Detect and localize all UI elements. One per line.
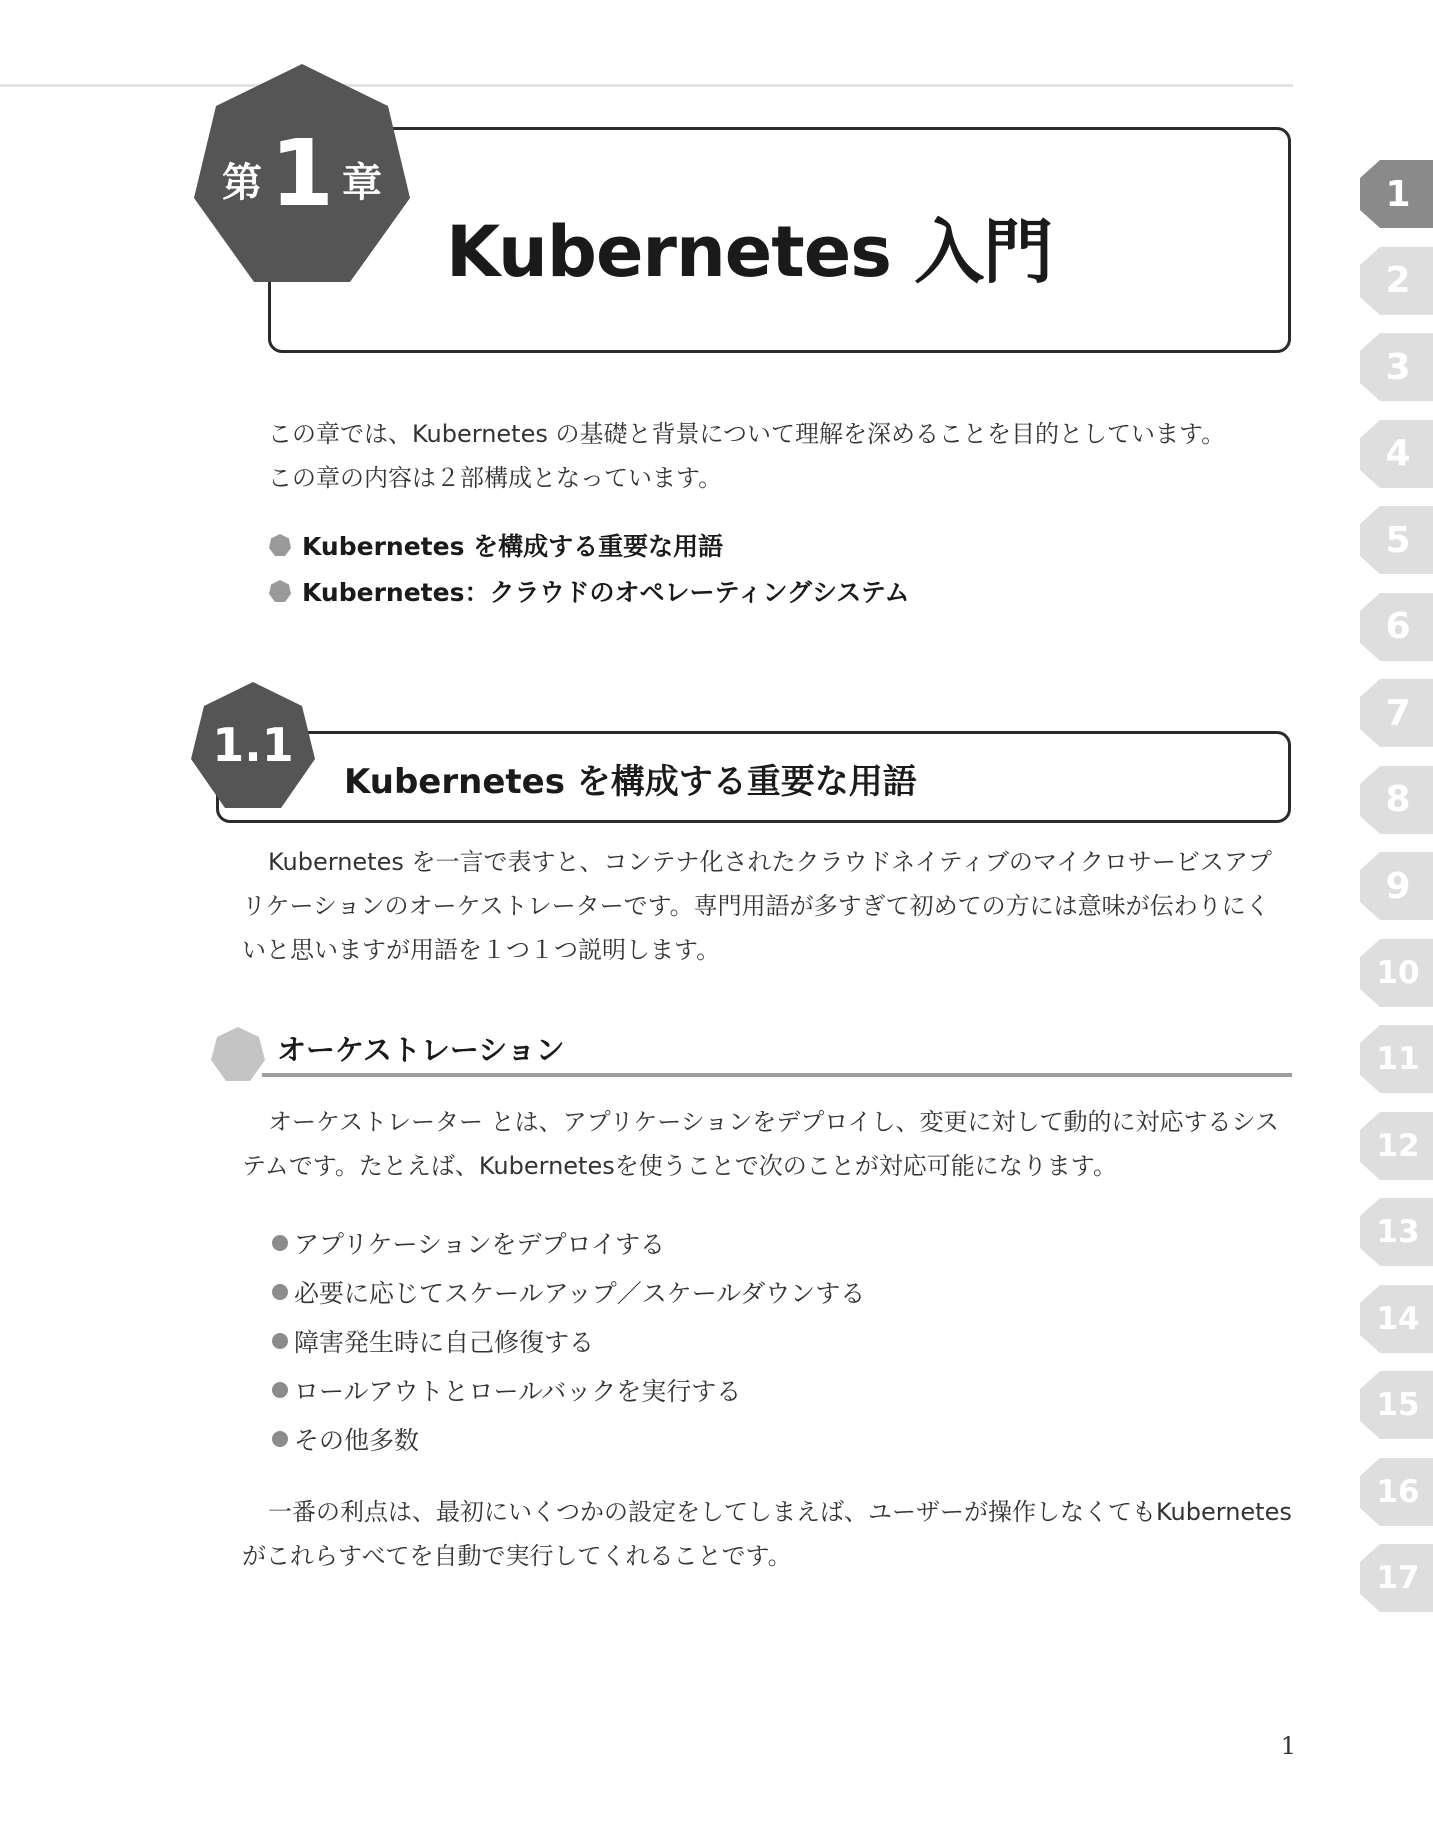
bullet-icon [272,1333,288,1349]
chapter-number: 1 [269,120,334,227]
chapter-tab-15[interactable] [1358,1369,1433,1441]
chapter-tab-16[interactable] [1358,1456,1433,1528]
chapter-tab-label: 14 [1376,1300,1420,1337]
chapter-tab-label: 8 [1385,779,1411,820]
section-badge [188,680,318,810]
intro-line: この章では、Kubernetes の基礎と背景について理解を深めることを目的としています。 [268,420,1226,448]
chapter-tab-label: 3 [1385,346,1411,388]
chapter-tab-label: 11 [1376,1041,1420,1077]
page-number: 1 [1280,1732,1296,1760]
chapter-tab-12[interactable] [1358,1110,1433,1182]
bullet-icon [272,1431,288,1447]
contents-item [268,522,909,568]
chapter-tab-label: 2 [1385,260,1411,301]
chapter-tab-label: 7 [1385,692,1411,734]
list-item-label: 必要に応じてスケールアップ／スケールダウンする [294,1278,866,1308]
chapter-tab-8[interactable] [1358,764,1433,836]
chapter-tab-label: 17 [1376,1560,1420,1596]
list-item-label: その他多数 [294,1425,420,1455]
section-title: Kubernetes を構成する重要な用語 [344,762,917,802]
chapter-tab-label: 9 [1385,865,1411,907]
bullet-icon [272,1235,288,1251]
chapter-tab-11[interactable] [1358,1023,1433,1095]
section-number: 1.1 [212,718,294,772]
chapter-contents-list [268,522,909,614]
chapter-prefix: 第 [221,159,262,206]
chapter-tab-3[interactable] [1358,331,1433,403]
chapter-tab-label: 15 [1376,1387,1420,1423]
chapter-tab-10[interactable] [1358,937,1433,1009]
list-item [272,1414,865,1463]
chapter-tab-9[interactable] [1358,850,1433,922]
intro-line: この章の内容は２部構成となっています。 [268,464,723,492]
list-item [272,1267,865,1316]
subsection-rule [262,1073,1292,1077]
bullet-icon [272,1382,288,1398]
chapter-title: Kubernetes 入門 [446,211,1053,293]
contents-item-label: Kubernetes を構成する重要な用語 [302,532,724,561]
chapter-tab-label: 4 [1385,433,1411,474]
list-item-label: 障害発生時に自己修復する [294,1327,595,1357]
contents-item [268,568,909,614]
chapter-tab-6[interactable] [1358,591,1433,663]
list-item [272,1218,865,1267]
chapter-tab-7[interactable] [1358,677,1433,749]
chapter-tab-2[interactable] [1358,245,1433,317]
chapter-tab-4[interactable] [1358,418,1433,490]
bullet-icon [272,1284,288,1300]
body-paragraph: オーケストレーター とは、アプリケーションをデプロイし、変更に対して動的に対応するシステムです。たとえば、Kubernetesを使うことで次のことが対応可能になります。 [242,1108,1279,1180]
chapter-tab-label: 12 [1376,1127,1420,1164]
subsection-title: オーケストレーション [277,1033,565,1067]
chapter-suffix: 章 [342,159,382,206]
chapter-tab-label: 5 [1385,519,1411,561]
list-item-label: ロールアウトとロールバックを実行する [294,1376,742,1406]
heptagon-bullet-icon [268,579,292,603]
chapter-tab-label: 1 [1385,173,1411,215]
list-item [272,1365,865,1414]
chapter-tab-14[interactable] [1358,1283,1433,1355]
list-item-label: アプリケーションをデプロイする [294,1229,666,1259]
list-item [272,1316,865,1365]
chapter-tab-17[interactable] [1358,1542,1433,1614]
chapter-tab-label: 10 [1376,954,1420,991]
chapter-tab-label: 16 [1376,1473,1420,1510]
chapter-tab-13[interactable] [1358,1196,1433,1268]
feature-list [272,1218,865,1463]
contents-item-label: Kubernetes：クラウドのオペレーティングシステム [302,578,910,607]
chapter-badge [188,60,416,288]
chapter-intro [268,412,1288,500]
subsection-heptagon-icon [210,1026,266,1082]
chapter-tab-label: 13 [1376,1214,1420,1250]
heptagon-bullet-icon [268,533,292,557]
chapter-tab-1[interactable] [1358,158,1433,230]
body-paragraph: 一番の利点は、最初にいくつかの設定をしてしまえば、ユーザーが操作しなくてもKubernetesがこれらすべてを自動で実行してくれることです。 [242,1498,1292,1570]
body-paragraph: Kubernetes を一言で表すと、コンテナ化されたクラウドネイティブのマイクロサービスアプリケーションのオーケストレーターです。専門用語が多すぎて初めての方には意味が伝わりにくいと思いますが用語を１つ１つ説明します。 [242,848,1272,964]
chapter-tab-label: 6 [1385,606,1411,647]
chapter-tab-5[interactable] [1358,504,1433,576]
